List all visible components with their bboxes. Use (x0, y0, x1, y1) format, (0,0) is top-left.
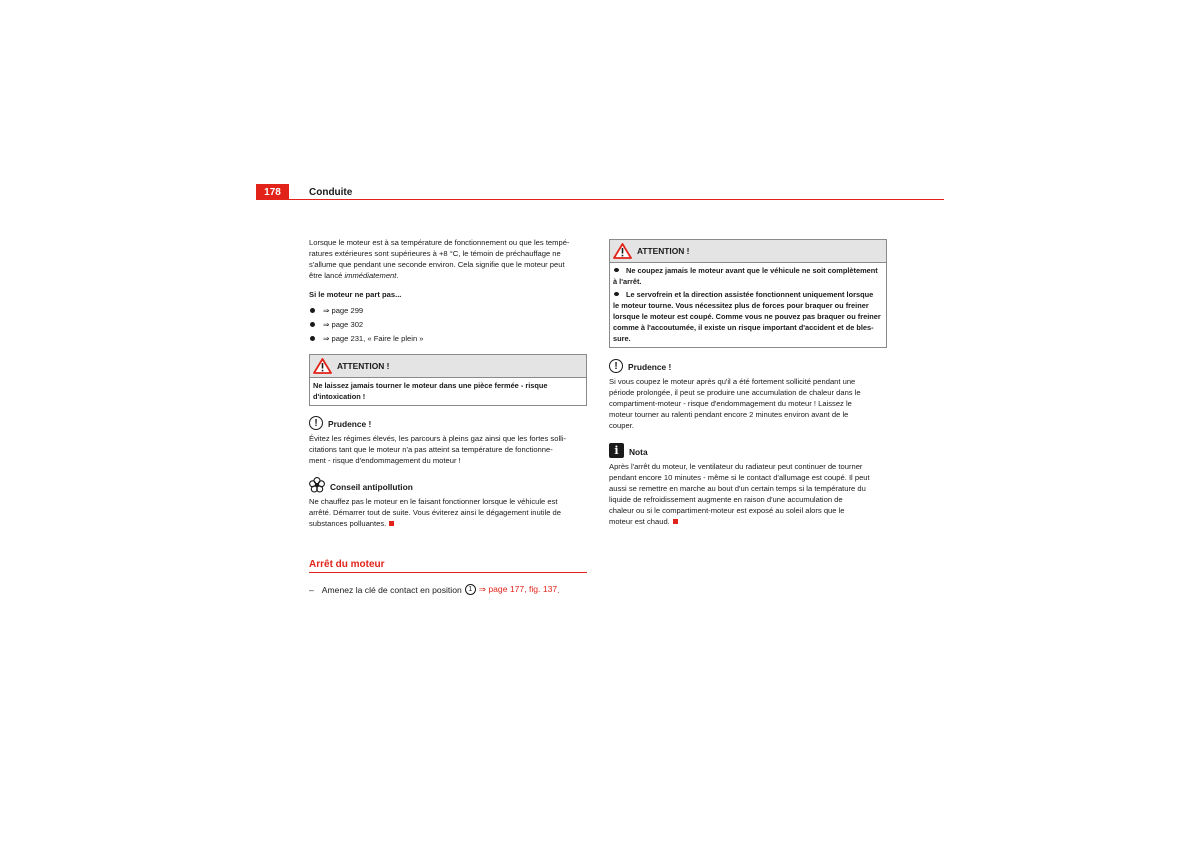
warning-header (610, 240, 886, 263)
warning-text: Ne coupez jamais le moteur avant que le véhicule ne soit complètement à l'arrêt. Le servofrein et la direction assistée fonctionnent uniquement lorsque le moteur tourne. Vous nécessitez plus de forces pour braquer ou freiner lorsque le moteur est coupé. Comme vous ne pouvez pas braquer ou freiner comme à l'accoutumée, il existe un risque important d'accident et de bles- sure. (610, 263, 886, 347)
warning-box (309, 354, 587, 406)
end-marker-icon (389, 521, 394, 526)
warning-triangle-icon (313, 358, 332, 374)
caution-text: Évitez les régimes élevés, les parcours à pleins gaz ainsi que les fortes solli- citations tant que le moteur n'a pas atteint sa température de fonctionne- ment - risque d'endommagement du moteur ! (309, 434, 567, 465)
caution-block (309, 416, 587, 466)
note-text: Après l'arrêt du moteur, le ventilateur du radiateur peut continuer de tourner pendant encore 10 minutes - même si le contact d'allumage est coupé. Il peut aussi se remettre en marche au bout d'un certain temps si la température du liquide de refroidissement augmente en raison d'une accumulation de chaleur ou si le compartiment-moteur est exposé au soleil alors que le moteur est chaud. (609, 462, 870, 526)
left-column (309, 237, 587, 529)
warning-title: ATTENTION ! (637, 245, 690, 256)
bullet-dot (310, 336, 315, 341)
step-text: Amenez la clé de contact en position (321, 584, 462, 595)
caution-title: Prudence ! (628, 362, 672, 372)
bullet-dot (310, 322, 315, 327)
warning-box (609, 239, 887, 348)
eco-title: Conseil antipollution (330, 482, 413, 492)
step-dash: – (309, 584, 314, 595)
position-number-badge: 1 (465, 584, 476, 595)
caution-text: Si vous coupez le moteur après qu'il a été fortement sollicité pendant une période prolongée, il peut se produire une accumulation de chaleur dans le compartiment-moteur - risque d'endommagement du moteur ! Laissez le moteur tourner au ralenti pendant encore 2 minutes environ avant de le couper. (609, 377, 861, 430)
caution-block (609, 359, 887, 431)
caution-title: Prudence ! (328, 419, 372, 429)
caution-header (609, 359, 887, 373)
list-item[interactable]: ⇒ page 302 (309, 317, 587, 331)
eco-block (309, 477, 587, 529)
note-header (609, 443, 887, 458)
warning-text: Ne laissez jamais tourner le moteur dans une pièce fermée - risque d'intoxication ! (313, 381, 548, 401)
warning-title: ATTENTION ! (337, 360, 390, 371)
list-item[interactable]: ⇒ page 299 (309, 303, 587, 317)
eco-header (309, 477, 587, 493)
warning-item: Ne coupez jamais le moteur avant que le véhicule ne soit complètement (613, 265, 883, 276)
info-icon: i (609, 443, 624, 458)
bullet-list (309, 303, 587, 345)
note-block (609, 443, 887, 527)
end-marker-icon (673, 519, 678, 524)
intro-paragraph: Lorsque le moteur est à sa température de fonctionnement ou que les tempé- ratures extérieures sont supérieures à +8 °C, le témoin de préchauffage ne s'allume que pendant une seconde environ. Cela signifie que le moteur peut être lancé immédiatement. (309, 238, 570, 280)
warning-header (310, 355, 586, 378)
page-reference-link[interactable]: ⇒ page 177, fig. 137 (478, 584, 558, 594)
bullet-dot (614, 292, 619, 296)
exclamation-circle-icon: ! (609, 359, 623, 373)
page-number: 178 (256, 184, 289, 200)
eco-text: Ne chauffez pas le moteur en le faisant fonctionner lorsque le véhicule est arrêté. Démarrer tout de suite. Vous éviterez ainsi le dégagement inutile de substances polluantes. (309, 497, 561, 528)
bullet-dot (310, 308, 315, 313)
note-title: Nota (629, 447, 648, 457)
section-title: Arrêt du moteur (309, 559, 385, 570)
warning-triangle-icon (613, 243, 632, 259)
caution-header (309, 416, 587, 430)
flower-icon (309, 477, 325, 493)
right-column (609, 239, 887, 527)
exclamation-circle-icon: ! (309, 416, 323, 430)
bullet-dot (614, 268, 619, 272)
list-item[interactable]: ⇒ page 231, « Faire le plein » (309, 331, 587, 345)
header-divider (289, 199, 944, 200)
warning-item: Le servofrein et la direction assistée fonctionnent uniquement lorsque (613, 289, 883, 300)
chapter-title: Conduite (309, 187, 353, 198)
instruction-step: – Amenez la clé de contact en position 1 ⇒ page 177, fig. 137 . (309, 584, 560, 595)
subheading-engine-not-starting: Si le moteur ne part pas... (309, 290, 402, 299)
section-divider (309, 572, 587, 573)
